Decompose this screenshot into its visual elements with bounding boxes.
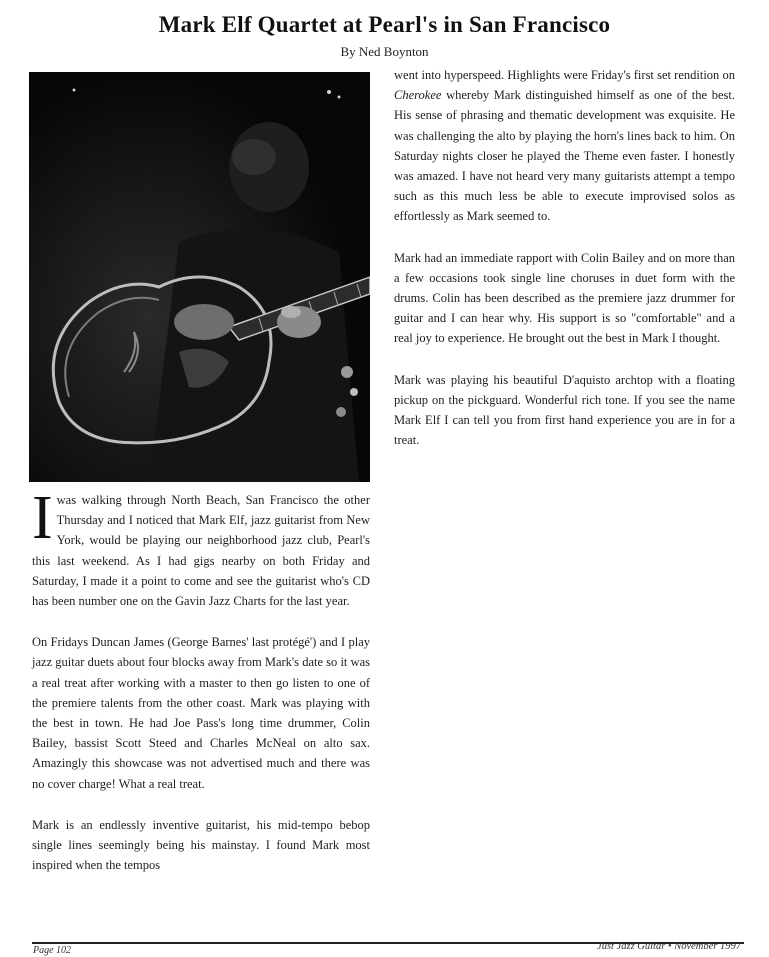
paragraph-hyperspeed-start: went into hyperspeed. Highlights were Friday's first set rendition on: [394, 68, 735, 82]
paragraph-intro-text: was walking through North Beach, San Francisco the other Thursday and I noticed that Mark Elf, jazz guitarist from New York, would be playing our neighborhood jazz club, Pearl's this last weekend. As I had gigs nearby on both Friday and Saturday, I made it a point to come and see the guitarist who's CD has been number one on the Gavin Jazz Charts for the last year.: [32, 493, 370, 609]
song-title: Cherokee: [394, 88, 442, 103]
guitarist-photo: [29, 72, 370, 482]
paragraph-intro: [32, 484, 370, 611]
left-column: [32, 484, 370, 896]
paragraph-inventive: Mark is an endlessly inventive guitarist, his mid-tempo bebop single lines seemingly being his mainstay. I found Mark most inspired when the tempos: [32, 817, 370, 873]
right-column: [394, 65, 735, 471]
paragraph-rapport: Mark had an immediate rapport with Colin Bailey and on more than a few occasions took single line choruses in duet form with the drums. Colin has been described as the premiere jazz drummer for guitar and I can hear why. His support is so "comfortable" and a real joy to experience. He brought out the best in Mark I thought.: [394, 250, 735, 346]
article-byline: By Ned Boynton: [340, 44, 429, 59]
article-title: Mark Elf Quartet at Pearl's in San Francisco: [158, 12, 611, 37]
page-number: Page 102: [33, 945, 72, 956]
paragraph-hyperspeed-end: whereby Mark distinguished himself as one of the best. His sense of phrasing and thematic development was exquisite. He was challenging the alto by playing the horn's lines back to him. On Saturday nights closer he played the Theme even faster. I honestly was amazed. I have not heard very many guitarists attempt a tempo such as this much less be able to execute improvised solos as effortlessly as Mark seemed to.: [394, 88, 735, 224]
drop-cap: I: [32, 484, 53, 552]
paragraph-archtop: Mark was playing his beautiful D'aquisto archtop with a floating pickup on the pickguard. Wonderful rich tone. If you see the name Mark Elf I can tell you from first hand experience you are in for a treat.: [394, 372, 735, 448]
publication-credit: Just Jazz Guitar • November 1997: [597, 941, 741, 952]
paragraph-hyperspeed: [394, 65, 735, 227]
paragraph-duets: On Fridays Duncan James (George Barnes' last protégé') and I play jazz guitar duets about four blocks away from Mark's date so it was a real treat after working with a master to then go listen to one of the premiere talents from the other coast. Mark was playing with the best in town. He had Joe Pass's long time drummer, Colin Bailey, bassist Scott Steed and Charles McNeal on alto sax. Amazingly this showcase was not advertised much and there was no cover charge! What a real treat.: [32, 635, 370, 791]
